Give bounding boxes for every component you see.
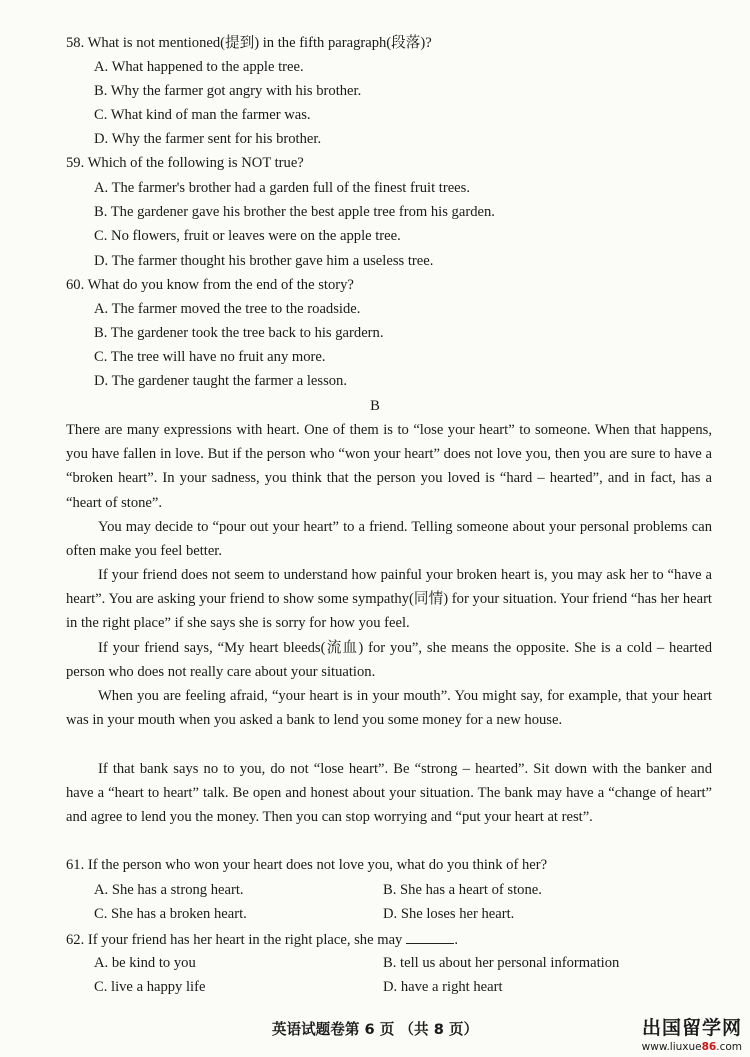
passage-paragraph-2: You may decide to “pour out your heart” to a friend. Telling someone about your personal problems can often make you feel better. [66, 519, 712, 560]
option-60b: B. The gardener took the tree back to his gardern. [94, 325, 384, 341]
passage-paragraph-3: If your friend does not seem to understand how painful your broken heart is, you may ask her to “have a heart”. You are asking your friend to show some sympathy(同情) for your situation. Your friend “has her heart in the right place” if she says she is sorry for how you feel. [66, 567, 712, 632]
section-label: B [370, 398, 380, 414]
option-62c: C. live a happy life [94, 979, 206, 995]
passage-paragraph-5: When you are feeling afraid, “your heart is in your mouth”. You might say, for example, that your heart was in your mouth when you asked a bank to lend you some money for a new house. [66, 688, 712, 729]
watermark [592, 1013, 742, 1053]
question-62-stem: 62. If your friend has her heart in the right place, she may [66, 932, 403, 948]
page-footer: 英语试题卷第 6 页 （共 8 页） [271, 1021, 479, 1038]
option-60c: C. The tree will have no fruit any more. [94, 349, 326, 365]
option-62b: B. tell us about her personal information [383, 955, 620, 971]
question-61: 61. If the person who won your heart does not love you, what do you think of her? [66, 857, 548, 873]
option-61a: A. She has a strong heart. [94, 882, 244, 898]
watermark-url [592, 1041, 742, 1053]
option-60d: D. The gardener taught the farmer a lesson. [94, 373, 347, 389]
passage-paragraph-6: If that bank says no to you, do not “lose heart”. Be “strong – hearted”. Sit down with the banker and have a “heart to heart” talk. Be open and honest about your situation. The bank may have a “change of heart” and agree to lend you the money. Then you can stop worrying and “put your heart at rest”. [66, 761, 712, 826]
option-61d: D. She loses her heart. [383, 906, 515, 922]
option-59b: B. The gardener gave his brother the best apple tree from his garden. [94, 204, 495, 220]
question-58: 58. What is not mentioned(提到) in the fifth paragraph(段落)? [66, 35, 432, 51]
watermark-brand: 出国留学网 [641, 1017, 742, 1039]
option-61c: C. She has a broken heart. [94, 906, 247, 922]
watermark-url-suffix: .com [716, 1041, 742, 1053]
option-61b: B. She has a heart of stone. [383, 882, 542, 898]
option-59d: D. The farmer thought his brother gave him a useless tree. [94, 253, 434, 269]
answer-blank [406, 929, 454, 944]
option-58c: C. What kind of man the farmer was. [94, 107, 311, 123]
passage-paragraph-1: There are many expressions with heart. One of them is to “lose your heart” to someone. When that happens, you have fallen in love. But if the person who “won your heart” does not love you, then you are sure to have a “broken heart”. In your sadness, you think that the person you loved is “hard – hearted”, and in fact, has a “heart of stone”. [66, 422, 712, 511]
question-59: 59. Which of the following is NOT true? [66, 155, 304, 171]
option-62d: D. have a right heart [383, 979, 503, 995]
option-62a: A. be kind to you [94, 955, 196, 971]
option-58b: B. Why the farmer got angry with his brother. [94, 83, 362, 99]
question-60: 60. What do you know from the end of the story? [66, 277, 354, 293]
option-59a: A. The farmer's brother had a garden full of the finest fruit trees. [94, 180, 470, 196]
option-58a: A. What happened to the apple tree. [94, 59, 304, 75]
passage-paragraph-4: If your friend says, “My heart bleeds(流血) for you”, she means the opposite. She is a cold – hearted person who does not really care about your situation. [66, 640, 712, 681]
watermark-url-highlight: 86 [701, 1041, 717, 1053]
question-62: 62. If your friend has her heart in the right place, she may . [66, 929, 458, 950]
option-58d: D. Why the farmer sent for his brother. [94, 131, 322, 147]
watermark-url-prefix: www.liuxue [641, 1041, 702, 1053]
option-59c: C. No flowers, fruit or leaves were on the apple tree. [94, 228, 401, 244]
option-60a: A. The farmer moved the tree to the roadside. [94, 301, 361, 317]
